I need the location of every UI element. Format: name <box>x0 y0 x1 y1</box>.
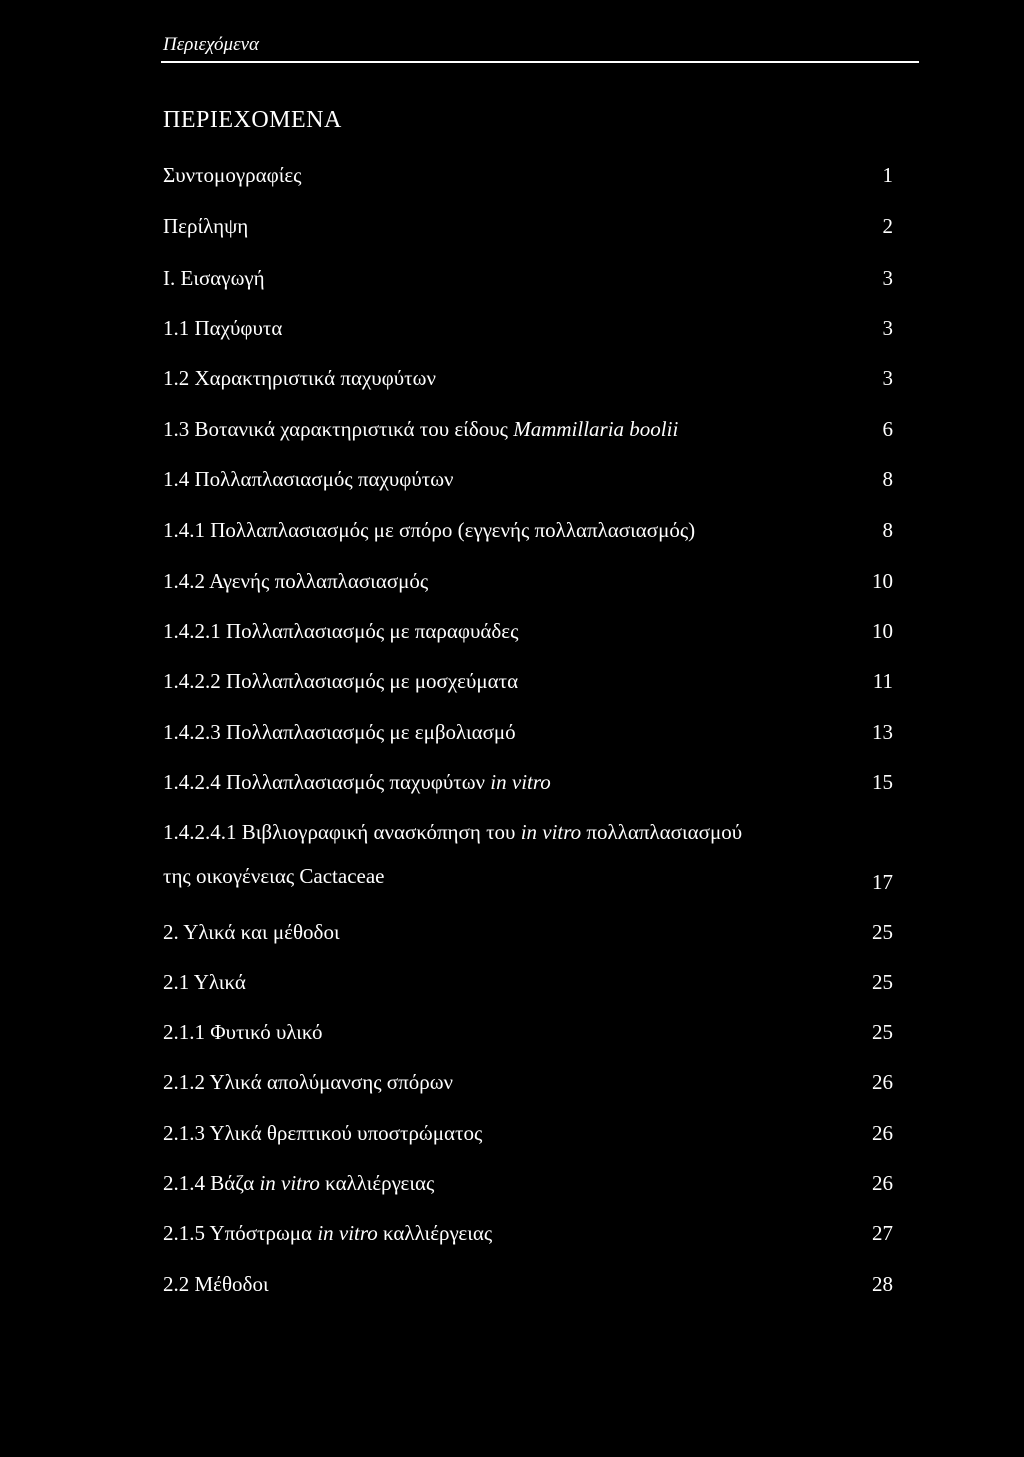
toc-page-number: 10 <box>872 619 893 643</box>
toc-title-text-after: καλλιέργειας <box>319 1171 435 1195</box>
toc-page-number: 25 <box>872 1020 893 1044</box>
toc-title-text: 2. Υλικά και μέθοδοι <box>163 920 340 944</box>
toc-title-text-after: καλλιέργειας <box>377 1221 493 1245</box>
toc-entry-title <box>163 417 678 442</box>
toc-entry <box>163 1221 893 1251</box>
toc-entry <box>163 569 893 599</box>
toc-entry-title <box>163 163 301 188</box>
toc-entry <box>163 770 893 800</box>
toc-entry <box>163 1272 893 1302</box>
toc-title-text: Ι. Εισαγωγή <box>163 266 265 290</box>
toc-page-number: 17 <box>872 870 893 894</box>
toc-page-number: 28 <box>872 1272 893 1296</box>
toc-title-text: 1.1 Παχύφυτα <box>163 316 283 340</box>
toc-entry-title <box>163 1171 434 1196</box>
toc-title-text: 1.4 Πολλαπλασιασμός παχυφύτων <box>163 467 454 491</box>
toc-page-number: 3 <box>882 366 893 390</box>
toc-page-number: 3 <box>882 316 893 340</box>
toc-entry-title <box>163 569 428 594</box>
toc-entry-title <box>163 214 248 239</box>
toc-entry-title <box>163 970 246 995</box>
toc-entry <box>163 518 893 548</box>
toc-title-text: 2.1.2 Υλικά απολύμανσης σπόρων <box>163 1070 454 1094</box>
toc-title-text: 1.4.2.4 Πολλαπλασιασμός παχυφύτων <box>163 770 491 794</box>
toc-page-number: 8 <box>882 467 893 491</box>
toc-page-number: 1 <box>882 163 893 187</box>
toc-title-text: 2.1.3 Υλικά θρεπτικού υποστρώματος <box>163 1121 483 1145</box>
toc-page-number: 8 <box>882 518 893 542</box>
toc-heading: ΠΕΡΙΕΧΟΜΕΝΑ <box>163 107 342 133</box>
toc-entry <box>163 214 893 244</box>
toc-title-italic: in vitro <box>520 820 582 844</box>
toc-page-number: 6 <box>882 417 893 441</box>
toc-page-number: 25 <box>872 920 893 944</box>
toc-title-italic: in vitro <box>490 770 551 794</box>
toc-page-number: 11 <box>872 669 893 693</box>
toc-title-italic: in vitro <box>259 1171 320 1195</box>
toc-entry <box>163 1020 893 1050</box>
toc-title-text: 2.1 Υλικά <box>163 970 246 994</box>
toc-title-text: 1.4.2.3 Πολλαπλασιασμός με εμβολιασμό <box>163 720 516 744</box>
toc-entry <box>163 1070 893 1100</box>
toc-entry <box>163 920 893 950</box>
toc-page-number: 3 <box>882 266 893 290</box>
toc-title-text: 1.3 Βοτανικά χαρακτηριστικά του είδους <box>163 417 514 441</box>
toc-page-number: 26 <box>872 1171 893 1195</box>
toc-title-text: 1.4.1 Πολλαπλασιασμός με σπόρο (εγγενής πολλαπλασιασμός) <box>163 518 696 542</box>
header-rule <box>161 61 919 63</box>
toc-entry-title <box>163 1121 482 1146</box>
toc-page-number: 2 <box>882 214 893 238</box>
toc-page-number: 13 <box>872 720 893 744</box>
toc-title-italic: Mammillaria boolii <box>513 417 679 441</box>
toc-entry <box>163 266 893 296</box>
toc-entry <box>163 417 893 447</box>
toc-title-italic: in vitro <box>317 1221 378 1245</box>
toc-entry <box>163 163 893 193</box>
toc-entry-title <box>163 920 340 945</box>
toc-title-text: 2.1.4 Βάζα <box>163 1171 260 1195</box>
toc-title-text: 1.4.2.1 Πολλαπλασιασμός με παραφυάδες <box>163 619 519 643</box>
toc-entry <box>163 366 893 396</box>
toc-entry-title <box>163 1272 269 1297</box>
toc-title-text: 2.1.1 Φυτικό υλικό <box>163 1020 323 1044</box>
toc-page-number: 10 <box>872 569 893 593</box>
toc-entry-title <box>163 1070 453 1095</box>
toc-entry <box>163 1121 893 1151</box>
toc-page-number: 27 <box>872 1221 893 1245</box>
toc-entry <box>163 820 893 894</box>
toc-title-text: Συντομογραφίες <box>163 163 302 187</box>
toc-entry-title <box>163 316 282 341</box>
toc-title-text: 1.2 Χαρακτηριστικά παχυφύτων <box>163 366 436 390</box>
toc-title-text: 1.4.2.2 Πολλαπλασιασμός με μοσχεύματα <box>163 669 519 693</box>
toc-title-text: 1.4.2.4.1 Βιβλιογραφική ανασκόπηση του <box>163 820 521 844</box>
toc-entry-title <box>163 770 551 795</box>
toc-page-number: 15 <box>872 770 893 794</box>
toc-page-number: 26 <box>872 1070 893 1094</box>
toc-entry <box>163 316 893 346</box>
toc-entry-title <box>163 266 265 291</box>
toc-entry <box>163 467 893 497</box>
toc-title-text: 2.2 Μέθοδοι <box>163 1272 269 1296</box>
toc-entry-title <box>163 518 695 543</box>
toc-entry-title <box>163 619 518 644</box>
toc-entry-continuation: της οικογένειας Cactaceae <box>163 864 385 888</box>
toc-title-text: 2.1.5 Υπόστρωμα <box>163 1221 318 1245</box>
toc-entry-title <box>163 820 742 845</box>
toc-entry-title <box>163 366 436 391</box>
toc-entry <box>163 720 893 750</box>
toc-title-text: Περίληψη <box>163 214 249 238</box>
toc-page-number: 25 <box>872 970 893 994</box>
toc-title-text: 1.4.2 Αγενής πολλαπλασιασμός <box>163 569 429 593</box>
toc-entry <box>163 619 893 649</box>
toc-title-text-after: πολλαπλασιασμού <box>581 820 743 844</box>
toc-entry-title <box>163 720 516 745</box>
toc-entry-title <box>163 1020 323 1045</box>
toc-page-number: 26 <box>872 1121 893 1145</box>
toc-entry <box>163 1171 893 1201</box>
toc-entry-title <box>163 669 518 694</box>
toc-entry <box>163 669 893 699</box>
running-header: Περιεχόμενα <box>163 34 259 55</box>
toc-entry-title <box>163 467 454 492</box>
toc-entry <box>163 970 893 1000</box>
toc-entry-title <box>163 1221 492 1246</box>
